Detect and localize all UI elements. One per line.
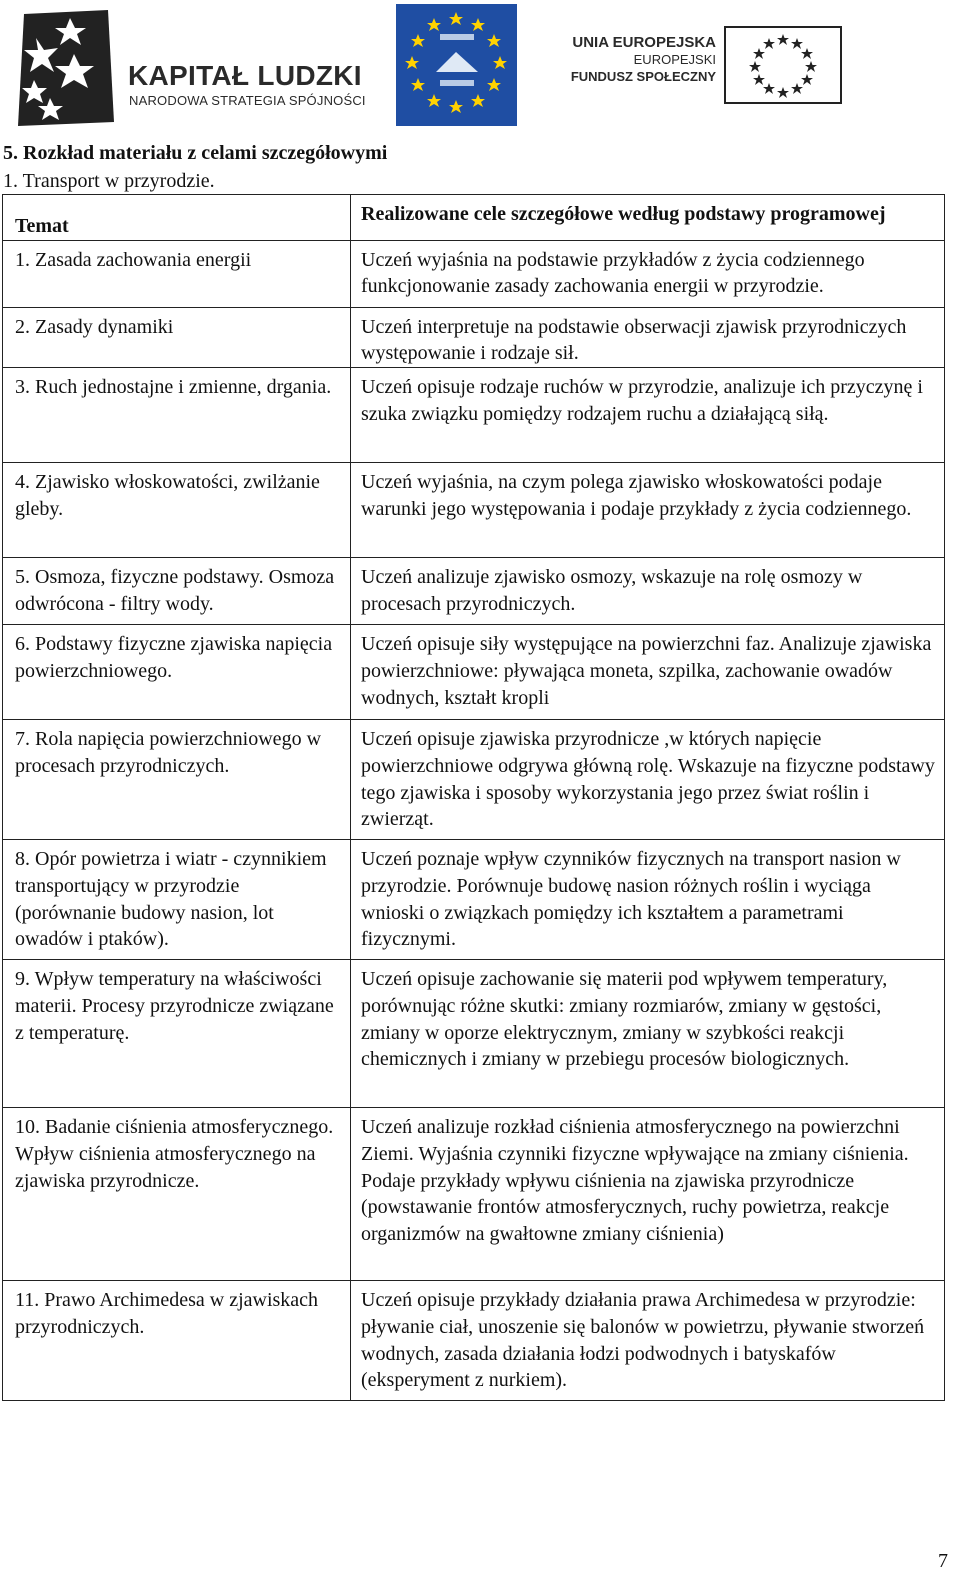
topic-cell: 7. Rola napięcia powierzchniowego w procesach przyrodniczych. xyxy=(3,720,351,840)
topic-cell: 6. Podstawy fizyczne zjawiska napięcia powierzchniowego. xyxy=(3,625,351,720)
topic-cell: 3. Ruch jednostajne i zmienne, drgania. xyxy=(3,368,351,463)
objectives-cell: Uczeń opisuje siły występujące na powierzchni faz. Analizuje zjawiska powierzchniowe: pływająca moneta, szpilka, zachowanie owadów wodnych, kształt kropli xyxy=(351,625,945,720)
topic-cell: 5. Osmoza, fizyczne podstawy. Osmoza odwrócona - filtry wody. xyxy=(3,558,351,625)
objectives-cell: Uczeń analizuje rozkład ciśnienia atmosferycznego na powierzchni Ziemi. Wyjaśnia czynniki fizyczne wpływające na zmiany ciśnienia. Podaje przykłady wpływu ciśnienia na zjawiska przyrodnicze (powstawanie frontów atmosferycznych, ruchy powietrza, reakcje organizmów na gwałtowne zmiany ciśnienia) xyxy=(351,1108,945,1281)
objectives-cell: Uczeń opisuje rodzaje ruchów w przyrodzie, analizuje ich przyczynę i szuka związku pomiędzy rodzajem ruchu a działającą siłą. xyxy=(351,368,945,463)
eu-social-fund-text xyxy=(560,34,716,85)
section-subheading: 1. Transport w przyrodzie. xyxy=(3,170,215,192)
topic-cell: 8. Opór powietrza i wiatr - czynnikiem transportujący w przyrodzie (porównanie budowy nasion, lot owadów i ptaków). xyxy=(3,840,351,960)
star-circle-logo-icon xyxy=(396,4,517,126)
table-row xyxy=(3,368,945,463)
table-header-row xyxy=(3,195,945,241)
section-heading: 5. Rozkład materiału z celami szczegółowymi xyxy=(3,142,388,164)
table-row xyxy=(3,463,945,558)
curriculum-table xyxy=(2,194,945,1401)
eu-line-1: UNIA EUROPEJSKA xyxy=(572,34,716,51)
table-row xyxy=(3,625,945,720)
objectives-cell: Uczeń poznaje wpływ czynników fizycznych na transport nasion w przyrodzie. Porównuje budowę nasion różnych roślin i wyciąga wnioski o związkach pomiędzy ich kształtem a parametrami fizycznymi. xyxy=(351,840,945,960)
table-row xyxy=(3,1108,945,1281)
column-header-cele: Realizowane cele szczegółowe według podstawy programowej xyxy=(351,195,945,241)
objectives-cell: Uczeń opisuje zachowanie się materii pod wpływem temperatury, porównując różne skutki: zmiany rozmiarów, zmiany w gęstości, zmiany w oporze elektrycznym, zmiany w szybkości reakcji chemicznych i zmiany w przebiegu procesów biologicznych. xyxy=(351,960,945,1108)
page-number: 7 xyxy=(938,1550,948,1572)
topic-cell: 2. Zasady dynamiki xyxy=(3,307,351,367)
kapital-ludzki-logo xyxy=(14,10,384,126)
eu-flag-icon xyxy=(724,26,842,104)
topic-cell: 10. Badanie ciśnienia atmosferycznego. Wpływ ciśnienia atmosferycznego na zjawiska przyrodnicze. xyxy=(3,1108,351,1281)
kapital-ludzki-emblem-icon xyxy=(14,10,114,126)
eu-line-2: EUROPEJSKI xyxy=(633,52,716,67)
topic-cell: 9. Wpływ temperatury na właściwości materii. Procesy przyrodnicze związane z temperaturę. xyxy=(3,960,351,1108)
table-row xyxy=(3,720,945,840)
kapital-ludzki-subtitle: NARODOWA STRATEGIA SPÓJNOŚCI xyxy=(129,93,366,108)
objectives-cell: Uczeń wyjaśnia, na czym polega zjawisko włoskowatości podaje warunki jego występowania i podaje przykłady z życia codziennego. xyxy=(351,463,945,558)
table-row xyxy=(3,307,945,367)
table-row xyxy=(3,558,945,625)
table-row xyxy=(3,960,945,1108)
topic-cell: 1. Zasada zachowania energii xyxy=(3,240,351,307)
topic-cell: 11. Prawo Archimedesa w zjawiskach przyrodniczych. xyxy=(3,1281,351,1401)
regional-program-logo xyxy=(396,4,517,126)
table-row xyxy=(3,840,945,960)
table-row xyxy=(3,240,945,307)
objectives-cell: Uczeń opisuje przykłady działania prawa Archimedesa w przyrodzie: pływanie ciał, unoszenie się balonów w powietrzu, pływanie stworzeń wodnych, zasada działania łodzi podwodnych i batyskafów (eksperyment z nurkiem). xyxy=(351,1281,945,1401)
eu-flag-logo xyxy=(724,26,842,104)
objectives-cell: Uczeń wyjaśnia na podstawie przykładów z życia codziennego funkcjonowanie zasady zachowania energii w przyrodzie. xyxy=(351,240,945,307)
objectives-cell: Uczeń opisuje zjawiska przyrodnicze ,w których napięcie powierzchniowe odgrywa główną rolę. Wskazuje na fizyczne podstawy tego zjawiska i sposoby wykorzystania jego przez świat roślin i zwierząt. xyxy=(351,720,945,840)
eu-line-3: FUNDUSZ SPOŁECZNY xyxy=(570,69,716,84)
objectives-cell: Uczeń interpretuje na podstawie obserwacji zjawisk przyrodniczych występowanie i rodzaje sił. xyxy=(351,307,945,367)
column-header-temat: Temat xyxy=(3,195,351,241)
kapital-ludzki-title: KAPITAŁ LUDZKI xyxy=(128,60,362,91)
logo-header xyxy=(0,0,960,130)
objectives-cell: Uczeń analizuje zjawisko osmozy, wskazuje na rolę osmozy w procesach przyrodniczych. xyxy=(351,558,945,625)
table-row xyxy=(3,1281,945,1401)
topic-cell: 4. Zjawisko włoskowatości, zwilżanie gleby. xyxy=(3,463,351,558)
